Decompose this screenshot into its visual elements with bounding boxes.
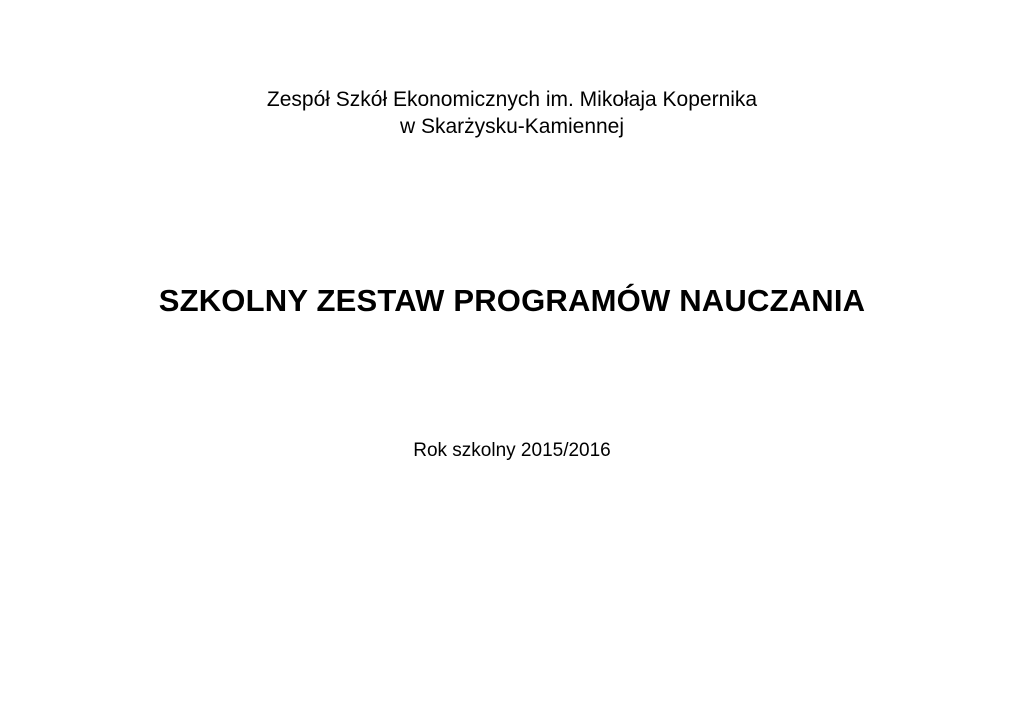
school-year: Rok szkolny 2015/2016 xyxy=(413,440,611,461)
school-name-block xyxy=(0,86,1024,140)
school-name-line-1: Zespół Szkół Ekonomicznych im. Mikołaja Kopernika xyxy=(266,88,758,111)
document-title: SZKOLNY ZESTAW PROGRAMÓW NAUCZANIA xyxy=(158,283,866,318)
school-name-line-2: w Skarżysku-Kamiennej xyxy=(399,115,625,138)
